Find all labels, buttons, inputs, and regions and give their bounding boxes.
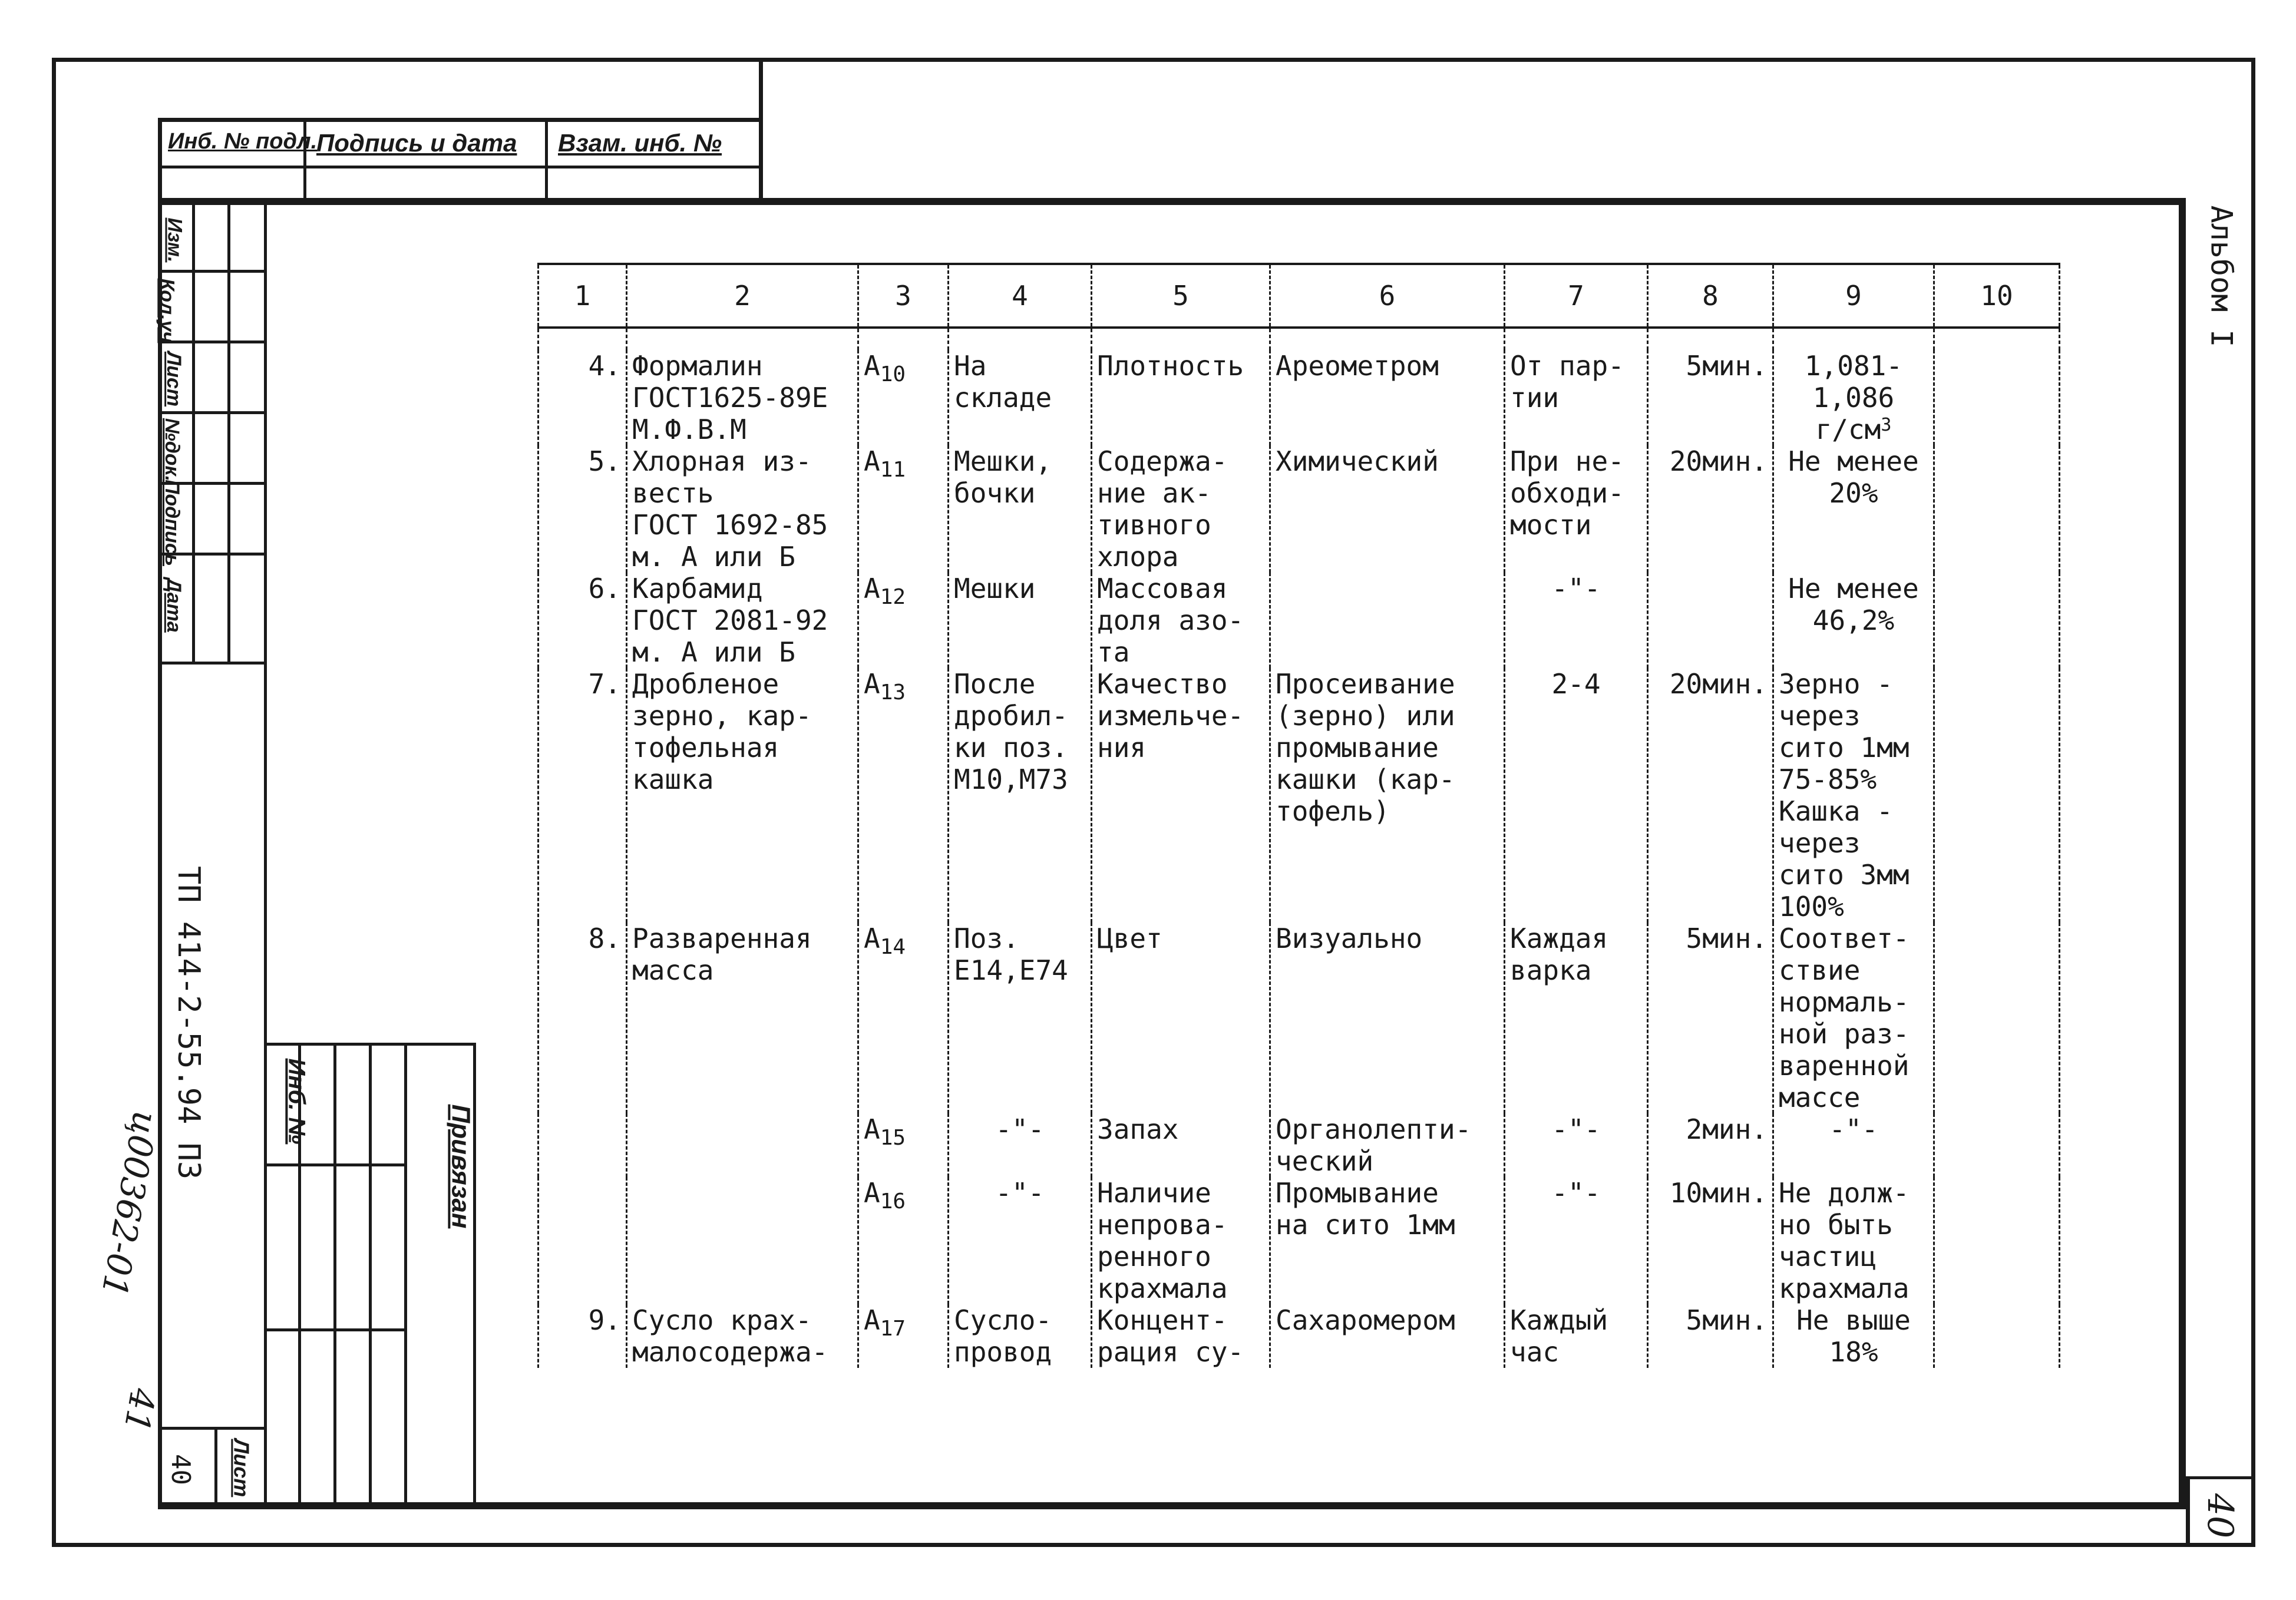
cell-frequency: Каждая варка	[1505, 923, 1648, 1113]
table-row	[539, 573, 2060, 668]
handwritten-number: 41	[116, 1385, 163, 1436]
cell-frequency: От пар- тии	[1505, 350, 1648, 445]
cell-norm: Не менее 20%	[1773, 445, 1934, 573]
cell-notes	[1934, 668, 2060, 923]
header-col-2: 2	[627, 264, 858, 328]
cell-material: Карбамид ГОСТ 2081-92 м. А или Б	[627, 573, 858, 668]
cell-material: Хлорная из- весть ГОСТ 1692-85 м. А или Б	[627, 445, 858, 573]
cell-number	[539, 1113, 627, 1177]
cell-parameter: Качество измельче- ния	[1092, 668, 1270, 923]
cell-frequency: 2-4	[1505, 668, 1648, 923]
cell-norm: 1,081- 1,086 $г/см^3$	[1773, 350, 1934, 445]
cell-material	[627, 1177, 858, 1304]
header-col-10: 10	[1934, 264, 2060, 328]
table-row	[539, 1177, 2060, 1304]
inspection-table	[537, 263, 2060, 1368]
cell-material: Сусло крах- малосодержа-	[627, 1304, 858, 1368]
cell-duration: 5мин.	[1648, 923, 1773, 1113]
cell-method: Ареометром	[1270, 350, 1505, 445]
cell-location: Мешки, бочки	[949, 445, 1092, 573]
cell-code: $A_{15}$	[858, 1113, 949, 1177]
table-row	[539, 350, 2060, 445]
cell-frequency: -"-	[1505, 573, 1648, 668]
corner-sheet-number: 40	[2199, 1493, 2241, 1539]
cell-number	[539, 1177, 627, 1304]
cell-method: Сахаромером	[1270, 1304, 1505, 1368]
header-col-7: 7	[1505, 264, 1648, 328]
cell-method	[1270, 573, 1505, 668]
sheet-number-block	[158, 1427, 267, 1502]
header-col-1: 1	[539, 264, 627, 328]
cell-location: На складе	[949, 350, 1092, 445]
cell-code: $A_{17}$	[858, 1304, 949, 1368]
cell-code: $A_{12}$	[858, 573, 949, 668]
cell-duration	[1648, 573, 1773, 668]
strip-list: Лист	[163, 351, 186, 407]
header-col-9: 9	[1773, 264, 1934, 328]
cell-location: После дробил- ки поз. М10,М73	[949, 668, 1092, 923]
cell-code: $A_{13}$	[858, 668, 949, 923]
header-col-4: 4	[949, 264, 1092, 328]
privyazan-inv-no: Инб. №	[283, 1058, 310, 1145]
cell-location: Сусло- провод	[949, 1304, 1092, 1368]
table-header-row	[539, 264, 2060, 328]
cell-location: Поз. Е14,Е74	[949, 923, 1092, 1113]
cell-number: 6.	[539, 573, 627, 668]
cell-norm: Не долж- но быть частиц крахмала	[1773, 1177, 1934, 1304]
cell-method: Просеивание (зерно) или промывание кашки (кар- тофель)	[1270, 668, 1505, 923]
cell-notes	[1934, 350, 2060, 445]
table-row	[539, 668, 2060, 923]
cell-norm: Зерно - через сито 1мм 75-85% Кашка - через сито 3мм 100%	[1773, 668, 1934, 923]
stamp-inv-podl: Инб. № подл.	[168, 129, 318, 154]
cell-duration: 2мин.	[1648, 1113, 1773, 1177]
cell-notes	[1934, 923, 2060, 1113]
table-row	[539, 445, 2060, 573]
top-stamp	[158, 118, 762, 201]
cell-location: -"-	[949, 1177, 1092, 1304]
cell-norm: -"-	[1773, 1113, 1934, 1177]
cell-parameter: Наличие непрова- ренного крахмала	[1092, 1177, 1270, 1304]
strip-data: Дата	[162, 578, 185, 633]
cell-duration: 10мин.	[1648, 1177, 1773, 1304]
cell-material: Формалин ГОСТ1625-89Е М.Ф.В.М	[627, 350, 858, 445]
cell-notes	[1934, 1304, 2060, 1368]
sheet-number: 40	[165, 1454, 196, 1485]
cell-location: -"-	[949, 1113, 1092, 1177]
cell-duration: 5мин.	[1648, 1304, 1773, 1368]
privyazan-block	[264, 1043, 476, 1502]
cell-code: $A_{10}$	[858, 350, 949, 445]
cell-parameter: Массовая доля азо- та	[1092, 573, 1270, 668]
cell-number: 5.	[539, 445, 627, 573]
cell-code: $A_{16}$	[858, 1177, 949, 1304]
cell-location: Мешки	[949, 573, 1092, 668]
cell-duration: 20мин.	[1648, 668, 1773, 923]
cell-notes	[1934, 445, 2060, 573]
album-label: Альбом I	[2204, 205, 2239, 348]
strip-kol-uch: Кол.уч	[156, 278, 179, 343]
cell-number: 9.	[539, 1304, 627, 1368]
cell-parameter: Запах	[1092, 1113, 1270, 1177]
cell-method: Промывание на сито 1мм	[1270, 1177, 1505, 1304]
header-col-8: 8	[1648, 264, 1773, 328]
cell-method: Визуально	[1270, 923, 1505, 1113]
cell-material	[627, 1113, 858, 1177]
cell-duration: 20мин.	[1648, 445, 1773, 573]
sheet-list-label: Лист	[229, 1439, 254, 1497]
stamp-vzam-inv: Взам. инб. №	[558, 129, 722, 157]
cell-code: $A_{14}$	[858, 923, 949, 1113]
header-col-6: 6	[1270, 264, 1505, 328]
table-row	[539, 1113, 2060, 1177]
cell-parameter: Цвет	[1092, 923, 1270, 1113]
handwritten-code: ц00362-01	[93, 1108, 166, 1300]
cell-number: 8.	[539, 923, 627, 1113]
cell-parameter: Плотность	[1092, 350, 1270, 445]
header-col-3: 3	[858, 264, 949, 328]
strip-podpis: Подпись	[160, 480, 183, 566]
cell-frequency: -"-	[1505, 1177, 1648, 1304]
cell-material: Дробленое зерно, кар- тофельная кашка	[627, 668, 858, 923]
cell-frequency: Каждый час	[1505, 1304, 1648, 1368]
cell-method: Органолепти- ческий	[1270, 1113, 1505, 1177]
cell-notes	[1934, 1113, 2060, 1177]
cell-number: 4.	[539, 350, 627, 445]
header-col-5: 5	[1092, 264, 1270, 328]
cell-material: Разваренная масса	[627, 923, 858, 1113]
cell-norm: Не выше 18%	[1773, 1304, 1934, 1368]
stamp-podpis-data: Подпись и дата	[316, 129, 517, 157]
cell-duration: 5мин.	[1648, 350, 1773, 445]
cell-notes	[1934, 1177, 2060, 1304]
cell-frequency: -"-	[1505, 1113, 1648, 1177]
left-revision-strip	[158, 205, 267, 665]
table-row	[539, 1304, 2060, 1368]
cell-parameter: Концент- рация су-	[1092, 1304, 1270, 1368]
cell-parameter: Содержа- ние ак- тивного хлора	[1092, 445, 1270, 573]
document-code: ТП 414-2-55.94 ПЗ	[171, 866, 206, 1180]
strip-n-dok: №док.	[161, 418, 184, 482]
cell-number: 7.	[539, 668, 627, 923]
cell-frequency: При не- обходи- мости	[1505, 445, 1648, 573]
table-row	[539, 923, 2060, 1113]
privyazan-label: Привязан	[446, 1104, 475, 1229]
strip-izm: Изм.	[163, 217, 186, 263]
cell-method: Химический	[1270, 445, 1505, 573]
cell-norm: Соответ- ствие нормаль- ной раз- варенной массе	[1773, 923, 1934, 1113]
cell-code: $A_{11}$	[858, 445, 949, 573]
cell-norm: Не менее 46,2%	[1773, 573, 1934, 668]
cell-notes	[1934, 573, 2060, 668]
